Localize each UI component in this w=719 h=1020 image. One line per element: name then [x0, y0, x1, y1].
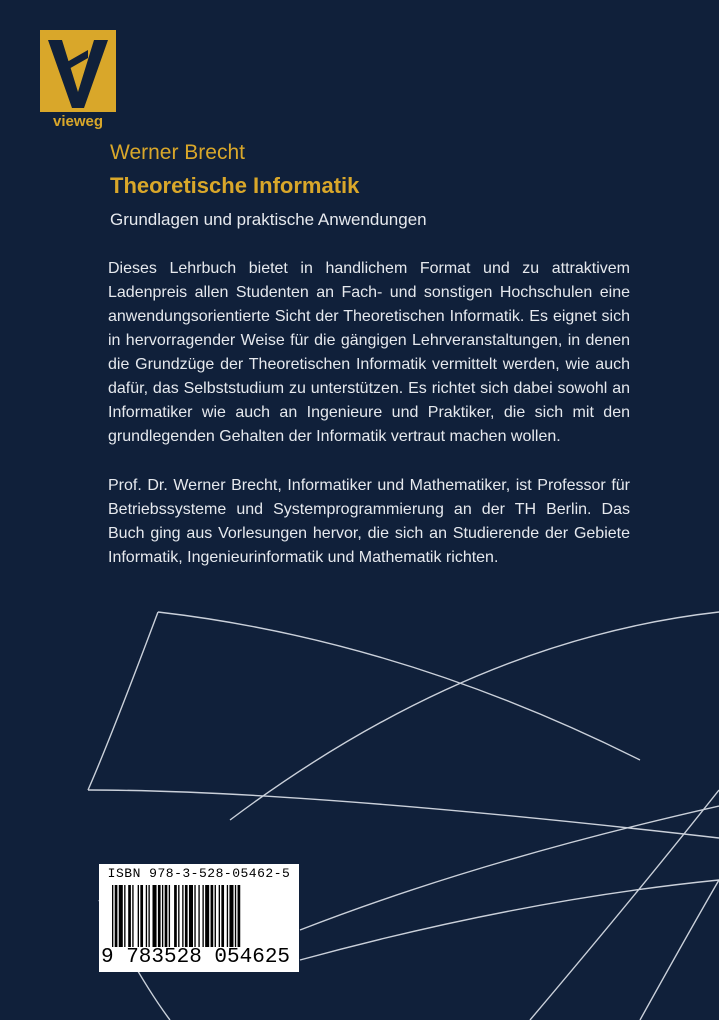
book-author: Werner Brecht	[110, 141, 245, 164]
description-paragraph: Dieses Lehrbuch bietet in handlichem Format und zu attraktivem Ladenpreis allen Studenten an Fach- und sonstigen Hochschulen eine anwendungsorientierte Sicht der Theoretischen Informatik. Es eignet sich in hervorragender Weise für die gängigen Lehrveranstaltungen, in denen die Grundzüge der Theoretischen Informatik vermittelt werden, wie auch dafür, das Selbststudium zu unterstützen. Es richtet sich dabei sowohl an Informatiker wie auch an Ingenieure und Praktiker, die sich mit den grundlegenden Gehalten der Informatik vertraut machen wollen.	[108, 260, 630, 445]
ean-digits: 9 783528 054625	[101, 946, 291, 969]
isbn-barcode	[99, 864, 299, 972]
book-title: Theoretische Informatik	[110, 173, 360, 198]
isbn-label: ISBN 978-3-528-05462-5	[107, 866, 291, 881]
book-subtitle: Grundlagen und praktische Anwendungen	[110, 210, 427, 229]
author-bio-paragraph: Prof. Dr. Werner Brecht, Informatiker und Mathematiker, ist Professor für Betriebssysteme und Systemprogrammierung an der TH Berlin. Das Buch ging aus Vorlesungen hervor, die sich an Studierende der Gebiete Informatik, Ingenieurinformatik und Mathematik richten.	[108, 477, 630, 566]
barcode-bars-icon	[112, 885, 292, 947]
publisher-logo-text: vieweg	[52, 113, 104, 130]
